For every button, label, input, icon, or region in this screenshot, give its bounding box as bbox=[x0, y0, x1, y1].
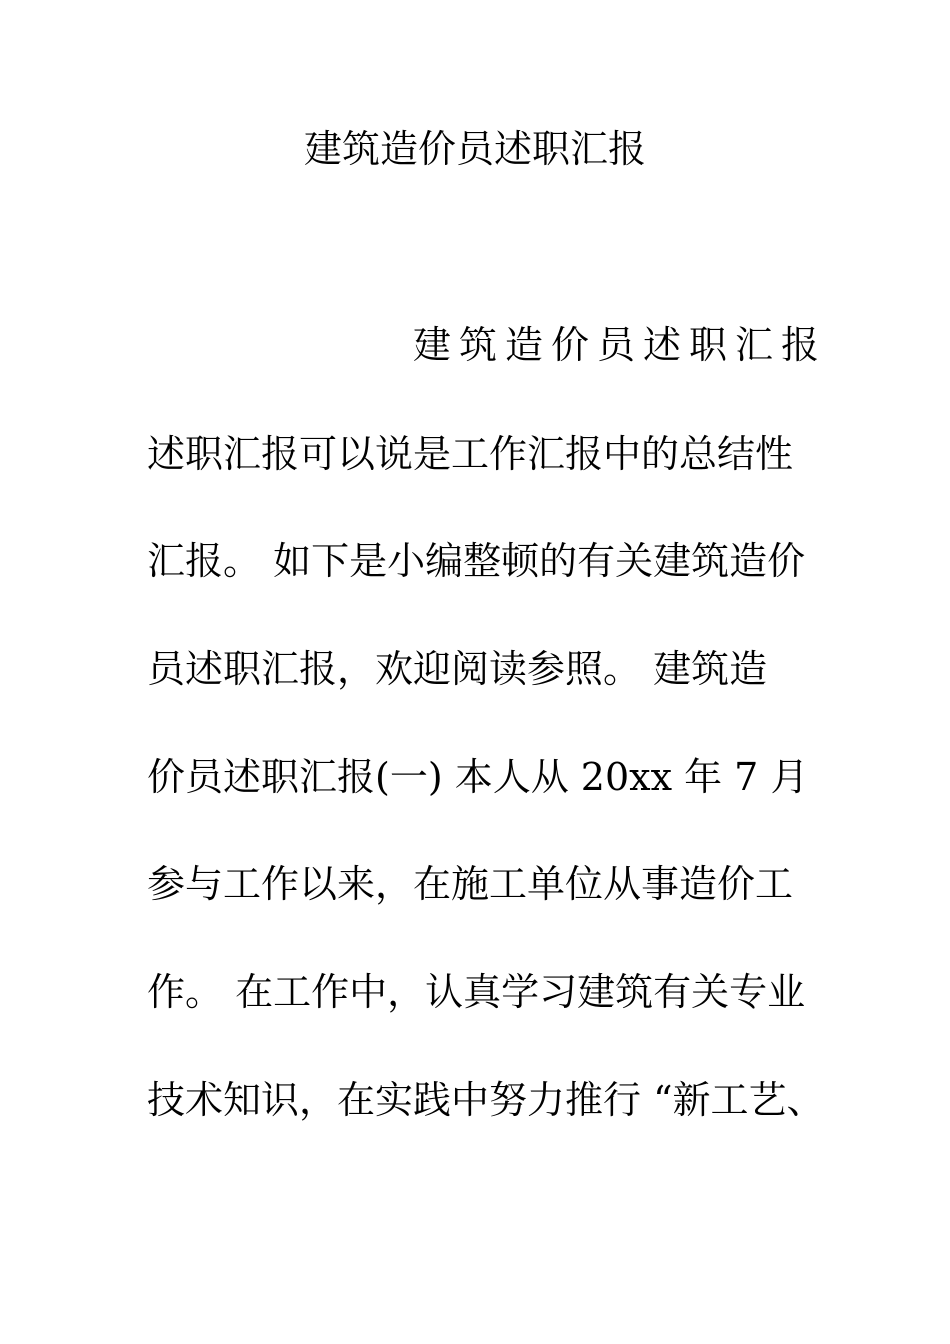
paragraph-line: 价员述职汇报(一) 本人从 20xx 年 7 月 bbox=[147, 755, 809, 799]
paragraph-line: 汇报。 如下是小编整顿的有关建筑造价 bbox=[147, 539, 806, 583]
document-subtitle: 建筑造价员述职汇报 bbox=[413, 323, 828, 367]
document-title: 建筑造价员述职汇报 bbox=[303, 127, 646, 171]
paragraph-line: 述职汇报可以说是工作汇报中的总结性 bbox=[147, 432, 794, 476]
paragraph-line: 员述职汇报，欢迎阅读参照。 建筑造 bbox=[147, 647, 768, 691]
paragraph-line: 技术知识，在实践中努力推行 “新工艺、 bbox=[147, 1078, 825, 1122]
paragraph-line: 参与工作以来，在施工单位从事造价工 bbox=[147, 862, 794, 906]
paragraph-line: 作。 在工作中，认真学习建筑有关专业 bbox=[147, 970, 806, 1014]
